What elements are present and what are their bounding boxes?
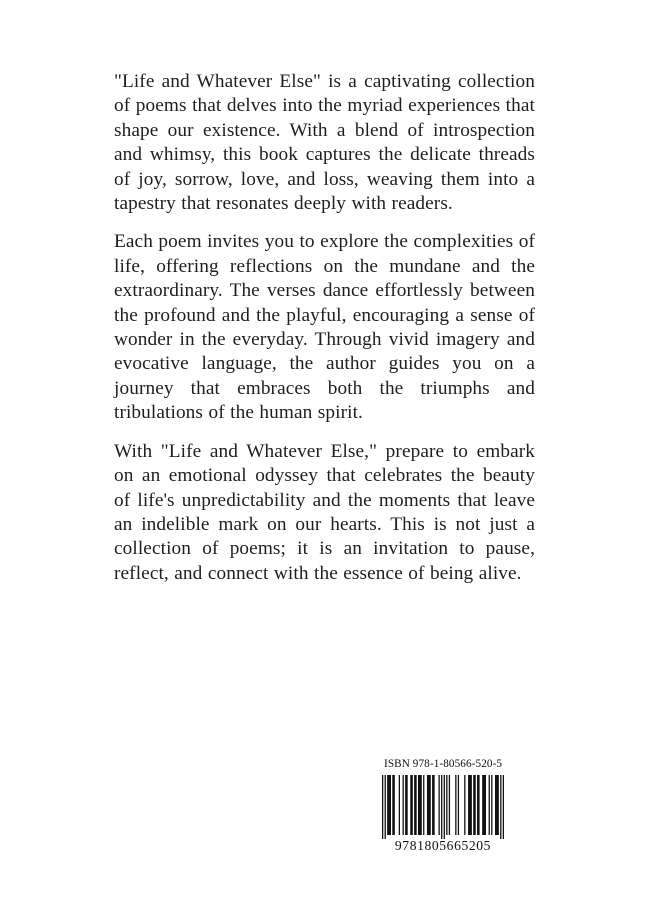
barcode-bar	[482, 775, 486, 835]
barcode-bar	[439, 775, 440, 835]
blurb-paragraph: Each poem invites you to explore the complexities of life, offering reflections on the mundane and the extraordinary. The verses dance effortlessly between the profound and the playful, encouraging a sense of wonder in the everyday. Through vivid imagery and evocative language, the author guides you on a journey that embraces both the triumphs and tribulations of the human spirit.	[114, 231, 535, 424]
barcode-bar	[405, 775, 408, 835]
blurb-paragraph: With "Life and Whatever Else," prepare to embark on an emotional odyssey that celebrates the beauty of life's unpredictability and the moments that leave an indelible mark on our hearts. This is not just a collection of poems; it is an invitation to pause, reflect, and connect with the essence of being alive.	[114, 440, 535, 584]
barcode-bar	[449, 775, 450, 835]
blurb	[114, 70, 535, 600]
barcode-bar	[441, 775, 442, 839]
barcode-bar	[489, 775, 490, 835]
barcode-bar	[399, 775, 400, 835]
barcode-bar	[458, 775, 459, 835]
barcode-bar	[418, 775, 422, 835]
blurb-paragraph: "Life and Whatever Else" is a captivating collection of poems that delves into the myriad experiences that shape our existence. With a blend of introspection and whimsy, this book captures the delicate threads of joy, sorrow, love, and loss, weaving them into a tapestry that resonates deeply with readers.	[114, 71, 535, 215]
barcode-bar	[432, 775, 435, 835]
barcode-bar	[495, 775, 499, 835]
ean-digits: 9781805665205	[394, 838, 492, 853]
barcode-bar	[423, 775, 424, 835]
barcode-bar	[455, 775, 456, 835]
barcode-bar	[410, 775, 413, 835]
barcode-bar	[427, 775, 431, 835]
barcode-bar	[473, 775, 476, 835]
barcode-bar	[385, 775, 386, 839]
barcode-block	[382, 758, 504, 854]
barcode-bar	[464, 775, 465, 835]
barcode-bar	[468, 775, 472, 835]
barcode-bar	[392, 775, 395, 835]
barcode-bar	[403, 775, 404, 835]
barcode-bar	[491, 775, 492, 835]
barcode-bar	[446, 775, 447, 835]
barcode-bar	[387, 775, 391, 835]
barcode-image	[382, 775, 504, 839]
barcode-bar	[382, 775, 383, 839]
barcode-bar	[500, 775, 501, 839]
barcode-bar	[444, 775, 445, 839]
barcode-bar	[414, 775, 417, 835]
barcode-bar	[477, 775, 480, 835]
isbn-label: ISBN 978-1-80566-520-5	[384, 758, 503, 770]
barcode-bar	[503, 775, 504, 839]
